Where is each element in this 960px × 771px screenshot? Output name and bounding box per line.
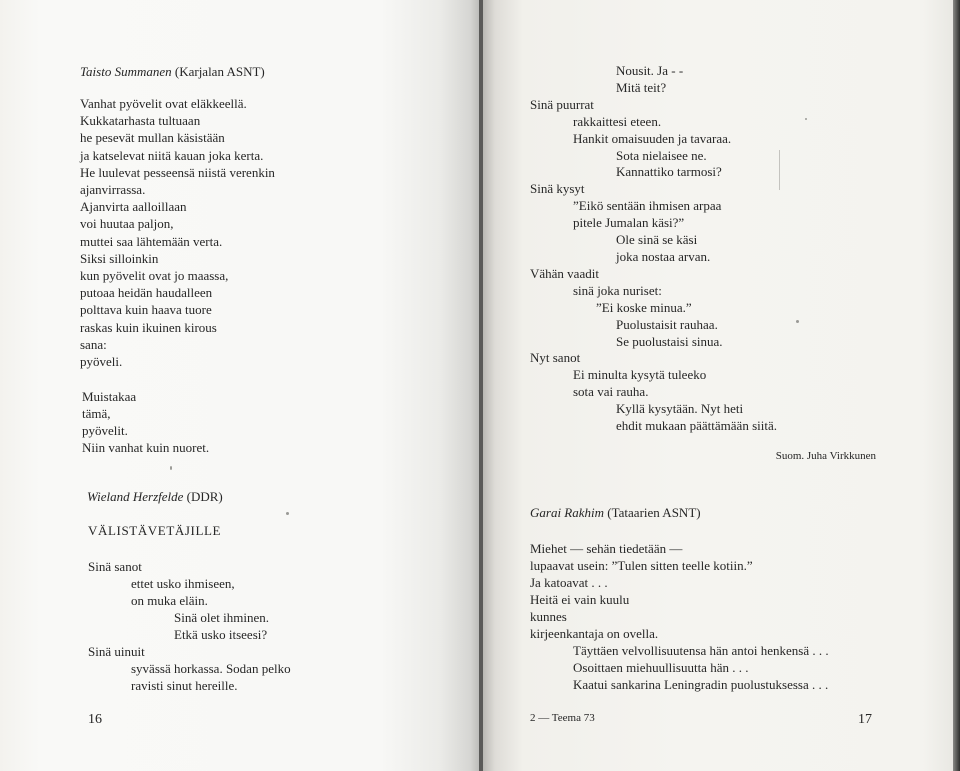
poem-line: pyövelit. <box>82 423 128 438</box>
poem2-continued <box>530 63 777 435</box>
poem-line: Osoittaen miehuullisuutta hän . . . <box>573 660 749 675</box>
poem-line: Kukkatarhasta tultuaan <box>80 113 201 129</box>
poem3-author: Garai Rakhim <box>530 505 605 520</box>
page-number-right: 17 <box>858 712 872 727</box>
scan-speck <box>286 512 289 515</box>
poem-line: Siksi silloinkin <box>80 250 159 266</box>
scan-speck <box>805 118 807 120</box>
poem-line: syvässä horkassa. Sodan pelko <box>131 661 291 676</box>
translator-credit: Suom. Juha Virkkunen <box>775 450 876 462</box>
poem-line: Ole sinä se käsi <box>616 232 698 248</box>
poem-line: kirjeenkantaja on ovella. <box>530 626 659 641</box>
poem-line: ravisti sinut hereille. <box>131 678 238 693</box>
poem-line: Kannattiko tarmosi? <box>616 164 722 180</box>
poem-line: Se puolustaisi sinua. <box>616 333 723 349</box>
scan-speck <box>796 320 799 323</box>
poem-line: Sota nielaisee ne. <box>616 147 707 163</box>
poem-line: kunnes <box>530 609 567 624</box>
poem3-affiliation: (Tataarien ASNT) <box>607 505 701 520</box>
scan-mark <box>779 150 780 190</box>
poem2-title: VÄLISTÄVETÄJILLE <box>88 523 222 538</box>
poem-line: Ja katoavat . . . <box>530 575 608 590</box>
poem-line: Kaatui sankarina Leningradin puolustuksessa . . . <box>573 677 829 692</box>
poem-line: Mitä teit? <box>616 79 667 95</box>
poem-line: Etkä usko itseesi? <box>174 627 268 642</box>
poem2-author: Wieland Herzfelde <box>87 489 184 504</box>
poem1-byline <box>80 63 265 80</box>
poem1-stanza2 <box>82 388 209 456</box>
page-number-left: 16 <box>88 712 102 727</box>
poem-line: Vanhat pyövelit ovat eläkkeellä. <box>80 96 247 111</box>
poem-line: Vähän vaadit <box>530 265 599 281</box>
poem-line: rakkaittesi eteen. <box>573 113 662 129</box>
poem-line: Sinä uinuit <box>88 644 145 659</box>
poem-line: he pesevät mullan käsistään <box>80 130 225 146</box>
poem-line: He luulevat pesseensä niistä verenkin <box>80 164 275 180</box>
poem-line: Muistakaa <box>82 389 137 404</box>
poem-line: ettet usko ihmiseen, <box>131 576 235 591</box>
poem-line: Ei minulta kysytä tuleeko <box>573 367 707 383</box>
right-page <box>483 0 953 771</box>
poem3-lines <box>530 540 829 693</box>
poem-line: Hankit omaisuuden ja tavaraa. <box>573 130 732 146</box>
poem-line: ja katselevat niitä kauan joka kerta. <box>80 147 264 163</box>
page-right-edge <box>953 0 960 771</box>
footer-signature: 2 — Teema 73 <box>530 712 595 724</box>
poem2-byline <box>87 488 223 505</box>
poem-line: kun pyövelit ovat jo maassa, <box>80 268 229 284</box>
poem1-stanza1 <box>80 95 275 370</box>
poem-line: Sinä sanot <box>88 559 142 574</box>
poem-line: sinä joka nuriset: <box>573 282 662 298</box>
poem2-lines <box>88 558 291 694</box>
poem-line: pitele Jumalan käsi?” <box>573 215 685 231</box>
poem-line: voi huutaa paljon, <box>80 216 174 232</box>
poem1-affiliation: (Karjalan ASNT) <box>174 64 265 79</box>
poem-line: Sinä kysyt <box>530 181 585 197</box>
poem-line: putoaa heidän haudalleen <box>80 285 213 301</box>
poem-line: sota vai rauha. <box>573 384 649 400</box>
poem-line: on muka eläin. <box>131 593 208 608</box>
poem2-affiliation: (DDR) <box>186 489 223 504</box>
poem-line: Ajanvirta aalloillaan <box>80 199 187 215</box>
poem-line: Puolustaisit rauhaa. <box>616 316 718 332</box>
poem-line: ”Eikö sentään ihmisen arpaa <box>573 198 722 214</box>
poem-line: Nousit. Ja - - <box>616 63 684 78</box>
poem-line: pyöveli. <box>80 354 123 370</box>
poem-line: Niin vanhat kuin nuoret. <box>82 440 210 455</box>
poem3-byline <box>530 504 701 521</box>
left-page <box>0 0 479 771</box>
poem-line: polttava kuin haava tuore <box>80 302 212 318</box>
poem-line: ehdit mukaan päättämään siitä. <box>616 418 777 434</box>
poem-line: sana: <box>80 336 107 352</box>
poem-line: ajanvirrassa. <box>80 182 146 198</box>
poem1-author: Taisto Summanen <box>80 64 172 79</box>
poem-line: ”Ei koske minua.” <box>596 299 692 315</box>
scan-speck <box>170 466 172 470</box>
poem-line: tämä, <box>82 406 111 421</box>
poem-line: muttei saa lähtemään verta. <box>80 233 223 249</box>
poem-line: Kyllä kysytään. Nyt heti <box>616 401 744 417</box>
poem-line: raskas kuin ikuinen kirous <box>80 319 217 335</box>
poem-line: Heitä ei vain kuulu <box>530 592 630 607</box>
poem-line: Miehet — sehän tiedetään — <box>530 541 683 556</box>
poem-line: Sinä olet ihminen. <box>174 610 269 625</box>
poem-line: Täyttäen velvollisuutensa hän antoi henkensä . . . <box>573 643 829 658</box>
poem-line: joka nostaa arvan. <box>616 248 711 264</box>
poem-line: lupaavat usein: ”Tulen sitten teelle kotiin.” <box>530 558 753 573</box>
poem-line: Sinä puurrat <box>530 96 594 112</box>
poem-line: Nyt sanot <box>530 350 581 366</box>
